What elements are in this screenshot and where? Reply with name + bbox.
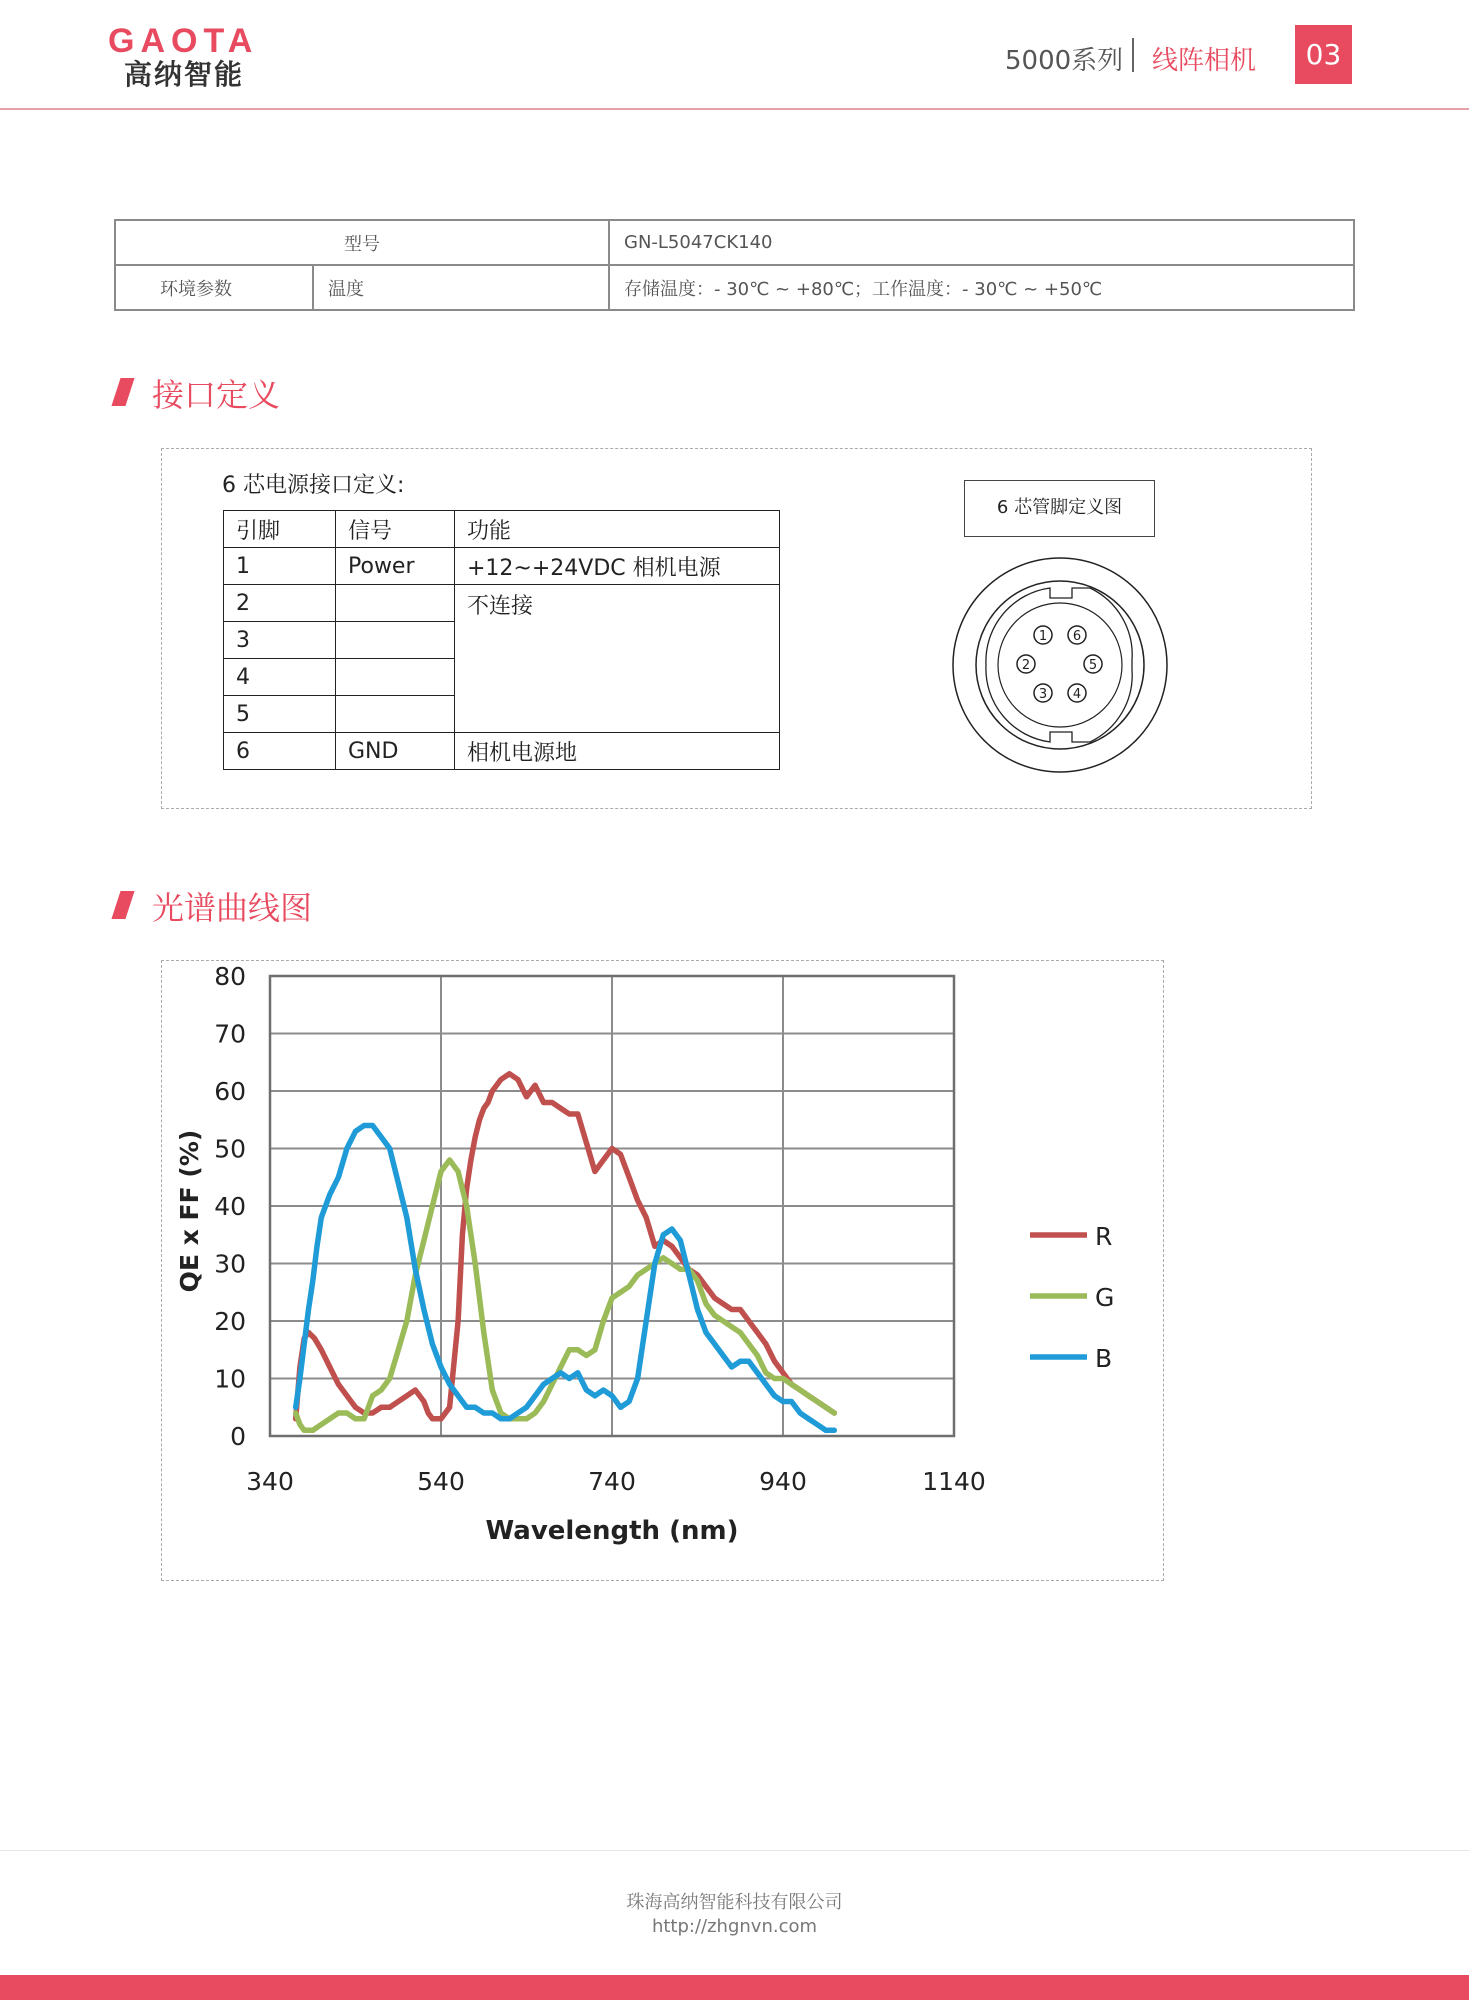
connector-heading: 6 芯电源接口定义: <box>222 473 405 498</box>
table-header-row <box>224 511 780 548</box>
x-tick-label: 740 <box>588 1467 636 1496</box>
signal-cell <box>336 696 455 733</box>
pin-cell: 3 <box>224 622 336 659</box>
pin-label: 6 <box>1072 629 1082 644</box>
pin-cell: 5 <box>224 696 336 733</box>
section-title-spectrum: 光谱曲线图 <box>152 889 313 927</box>
y-tick-label: 0 <box>230 1422 246 1451</box>
x-tick-label: 540 <box>417 1467 465 1496</box>
footer-url[interactable]: http://zhgnvn.com <box>651 1916 818 1937</box>
pin-label: 4 <box>1072 687 1082 702</box>
table-row <box>115 265 1354 310</box>
x-tick-label: 1140 <box>922 1467 986 1496</box>
pin-table <box>223 510 780 770</box>
legend-label-R: R <box>1095 1222 1113 1251</box>
pin-cell: 6 <box>224 733 336 770</box>
series-line-G <box>296 1160 835 1430</box>
env-label: 环境参数 <box>115 265 313 310</box>
table-row <box>224 548 780 585</box>
column-header: 引脚 <box>224 511 336 548</box>
chart-series-group <box>296 1074 835 1431</box>
x-tick-label: 340 <box>246 1467 294 1496</box>
chart-grid <box>270 976 954 1436</box>
section-marker <box>111 891 134 919</box>
series-line-B <box>296 1126 835 1431</box>
footer-rule <box>0 1850 1469 1851</box>
connector-pin-diagram <box>950 555 1170 775</box>
y-tick-label: 20 <box>214 1307 246 1336</box>
connector-outer-ring <box>953 558 1167 772</box>
footer-bar <box>0 1975 1469 2000</box>
signal-cell <box>336 622 455 659</box>
y-tick-label: 50 <box>214 1134 246 1164</box>
y-tick-label: 40 <box>214 1192 246 1221</box>
section-marker <box>111 378 134 406</box>
table-row <box>224 585 780 622</box>
pin-label: 3 <box>1038 687 1048 702</box>
y-tick-label: 30 <box>214 1249 246 1279</box>
logo-latin: GAOTA <box>108 22 259 60</box>
y-tick-label: 10 <box>214 1364 246 1394</box>
legend-label-B: B <box>1095 1344 1113 1373</box>
function-cell: +12~+24VDC 相机电源 <box>455 548 780 585</box>
x-tick-label: 940 <box>759 1467 807 1496</box>
header-rule <box>0 108 1469 110</box>
y-tick-label: 70 <box>214 1019 246 1049</box>
column-header: 功能 <box>455 511 780 548</box>
section-title-interface: 接口定义 <box>152 376 281 414</box>
model-value: GN-L5047CK140 <box>609 220 1354 265</box>
signal-cell: GND <box>336 733 455 770</box>
signal-cell <box>336 585 455 622</box>
table-row <box>115 220 1354 265</box>
header-divider <box>1132 38 1134 72</box>
pin-label: 1 <box>1038 629 1048 644</box>
legend-label-G: G <box>1095 1283 1115 1312</box>
column-header: 信号 <box>336 511 455 548</box>
pin-cell: 1 <box>224 548 336 585</box>
pin-group <box>1017 626 1102 702</box>
product-type-label: 线阵相机 <box>1152 46 1257 76</box>
function-cell: 相机电源地 <box>455 733 780 770</box>
footer-company: 珠海高纳智能科技有限公司 <box>626 1892 843 1913</box>
signal-cell <box>336 659 455 696</box>
model-label: 型号 <box>115 220 609 265</box>
pin-label: 2 <box>1021 658 1031 673</box>
pin-diagram-label: 6 芯管脚定义图 <box>964 480 1155 537</box>
y-axis-title: QE x FF (%) <box>175 1129 204 1293</box>
series-label: 5000系列 <box>1005 46 1124 76</box>
y-tick-label: 80 <box>214 962 246 991</box>
pin-cell: 2 <box>224 585 336 622</box>
connector-mid-ring <box>976 581 1144 749</box>
chart-legend <box>1030 1222 1114 1373</box>
connector-inner-body <box>986 588 1132 742</box>
pin-cell: 4 <box>224 659 336 696</box>
spec-table <box>114 219 1355 311</box>
temp-label: 温度 <box>313 265 609 310</box>
table-row <box>224 733 780 770</box>
x-axis-title: Wavelength (nm) <box>485 1516 739 1546</box>
y-tick-label: 60 <box>214 1077 246 1106</box>
function-cell: 不连接 <box>455 585 780 733</box>
spectral-response-chart <box>162 961 1162 1579</box>
page-number-badge: 03 <box>1295 25 1352 84</box>
temp-value: 存储温度：- 30℃ ~ +80℃；工作温度：- 30℃ ~ +50℃ <box>609 265 1354 310</box>
pin-label: 5 <box>1088 658 1098 673</box>
signal-cell: Power <box>336 548 455 585</box>
logo-chinese: 高纳智能 <box>124 58 245 91</box>
